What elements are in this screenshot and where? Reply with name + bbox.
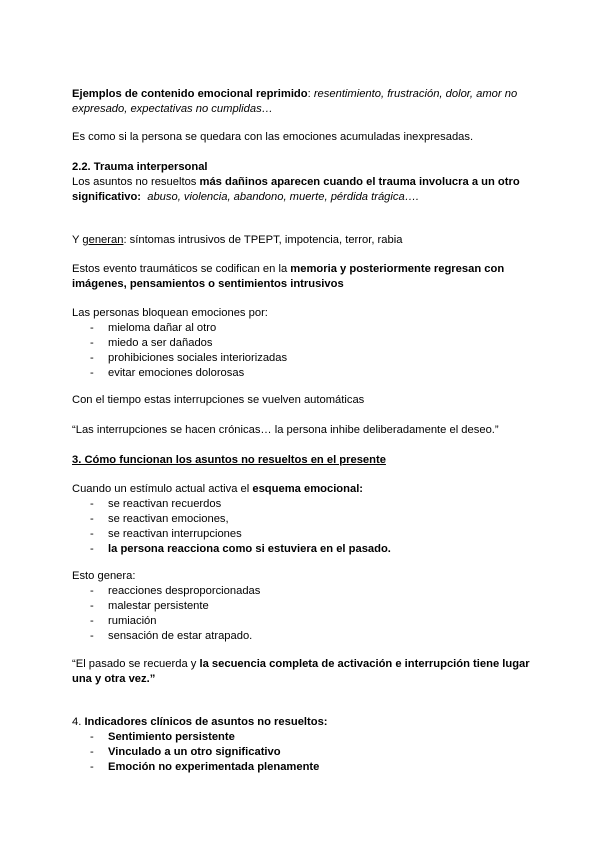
blocking-list bbox=[72, 321, 532, 381]
quote-chronic: “Las interrupciones se hacen crónicas… la persona inhibe deliberadamente el deseo.” bbox=[72, 424, 499, 436]
list-item: - se reactivan interrupciones bbox=[72, 527, 532, 542]
list-item: - prohibiciones sociales interiorizadas bbox=[72, 351, 532, 366]
section-4-heading: Indicadores clínicos de asuntos no resueltos: bbox=[84, 716, 328, 728]
section-3-body: Cuando un estímulo actual activa el esquema emocional: - se reactivan recuerdos - se reactivan emociones, - se reactivan interrupciones - la persona reacciona como si estuviera en el pasado. bbox=[72, 482, 532, 557]
list-item: - sensación de estar atrapado. bbox=[72, 629, 532, 644]
list-item: - se reactivan recuerdos bbox=[72, 497, 532, 512]
list-item: - reacciones desproporcionadas bbox=[72, 584, 532, 599]
section-2-2-heading: 2.2. Trauma interpersonal bbox=[72, 161, 208, 173]
effects-list bbox=[72, 584, 532, 644]
indicators-list bbox=[72, 730, 532, 775]
list-item: - Vinculado a un otro significativo bbox=[72, 745, 532, 760]
list-item: - la persona reacciona como si estuviera en el pasado. bbox=[72, 542, 532, 557]
list-item: - mieloma dañar al otro bbox=[72, 321, 532, 336]
repressed-examples: resentimiento, frustración, dolor, amor no bbox=[313, 88, 518, 100]
repressed-content-paragraph: Ejemplos de contenido emocional reprimido: resentimiento, frustración, dolor, amor no expresado, expectativas no cumplidas… bbox=[72, 88, 518, 115]
blocking-section: Las personas bloquean emociones por: - mieloma dañar al otro - miedo a ser dañados - prohibiciones sociales interiorizadas - evitar emociones dolorosas bbox=[72, 306, 532, 381]
section-2-2: 2.2. Trauma interpersonal Los asuntos no resueltos más dañinos aparecen cuando el trauma involucra a un otro significativo: abuso, violencia, abandono, muerte, pérdida trágica…. bbox=[72, 161, 520, 203]
repressed-content-label: Ejemplos de contenido emocional reprimido bbox=[72, 88, 308, 100]
effects-section: Esto genera: - reacciones desproporcionadas - malestar persistente - rumiación - sensación de estar atrapado. bbox=[72, 569, 532, 644]
reactivation-list bbox=[72, 497, 532, 557]
generan-paragraph: Y generan: síntomas intrusivos de TPEPT, impotencia, terror, rabia bbox=[72, 234, 403, 246]
list-item: - evitar emociones dolorosas bbox=[72, 366, 532, 381]
list-item: - Sentimiento persistente bbox=[72, 730, 532, 745]
accumulated-emotions-paragraph: Es como si la persona se quedara con las emociones acumuladas inexpresadas. bbox=[72, 131, 474, 143]
encoding-paragraph: Estos evento traumáticos se codifican en la memoria y posteriormente regresan con imágenes, pensamientos o sentimientos intrusivos bbox=[72, 263, 505, 290]
list-item: - miedo a ser dañados bbox=[72, 336, 532, 351]
list-item: - Emoción no experimentada plenamente bbox=[72, 760, 532, 775]
section-3-heading: 3. Cómo funcionan los asuntos no resueltos en el presente bbox=[72, 454, 386, 466]
quote-past: “El pasado se recuerda y la secuencia completa de activación e interrupción tiene lugar una y otra vez.” bbox=[72, 658, 530, 685]
automatic-paragraph: Con el tiempo estas interrupciones se vuelven automáticas bbox=[72, 394, 365, 406]
section-4: 4. Indicadores clínicos de asuntos no resueltos: - Sentimiento persistente - Vinculado a un otro significativo - Emoción no experimentada plenamente bbox=[72, 715, 532, 775]
list-item: - rumiación bbox=[72, 614, 532, 629]
list-item: - se reactivan emociones, bbox=[72, 512, 532, 527]
list-item: - malestar persistente bbox=[72, 599, 532, 614]
